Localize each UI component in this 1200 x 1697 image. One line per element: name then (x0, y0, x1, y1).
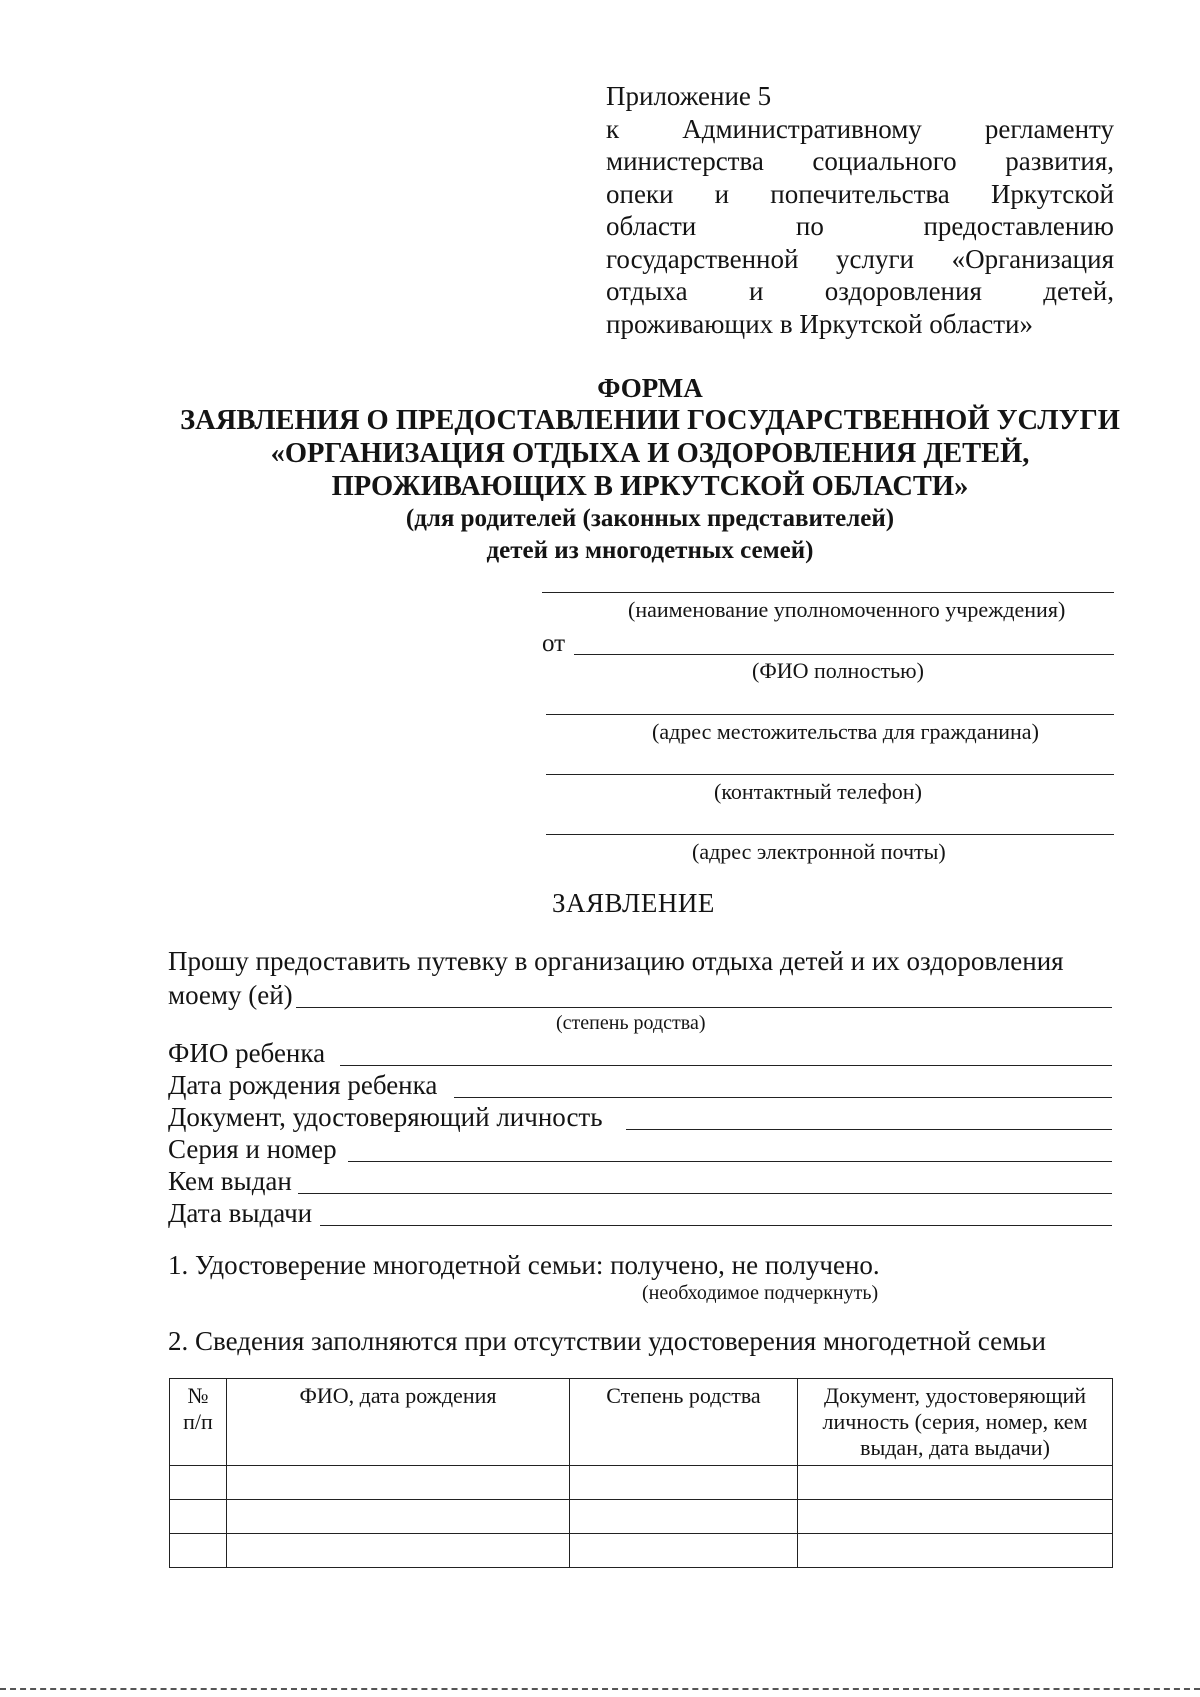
appendix-word: министерства (606, 146, 764, 176)
appendix-word: регламенту (984, 113, 1114, 144)
fio-line[interactable] (574, 654, 1114, 655)
appendix-word: области (606, 211, 697, 241)
relation-input-line[interactable] (296, 1007, 1112, 1008)
family-members-table (169, 1378, 1113, 1568)
appendix-line (606, 113, 1114, 146)
table-cell[interactable] (798, 1500, 1113, 1534)
child-birthdate-label: Дата рождения ребенка (168, 1070, 438, 1100)
relation-field (168, 980, 1112, 1012)
table-cell[interactable] (798, 1466, 1113, 1500)
table-cell[interactable] (798, 1534, 1113, 1568)
form-title (150, 372, 1150, 567)
appendix-word: по (795, 211, 824, 241)
table-cell[interactable] (570, 1466, 798, 1500)
appendix-word: предоставлению (923, 211, 1114, 241)
relation-caption: (степень родства) (556, 1012, 706, 1034)
title-line: «ОРГАНИЗАЦИЯ ОТДЫХА И ОЗДОРОВЛЕНИЯ ДЕТЕЙ, (270, 438, 1030, 469)
table-cell[interactable] (570, 1534, 798, 1568)
issue-date-field (168, 1198, 1112, 1230)
appendix-line (606, 145, 1114, 178)
appendix-word: попечительства (770, 178, 950, 209)
child-birthdate-input-line[interactable] (454, 1097, 1112, 1098)
column-header-document: Документ, удостоверяющий личность (серия, номер, кем выдан, дата выдачи) (798, 1379, 1113, 1466)
title-subline: детей из многодетных семей) (486, 537, 814, 564)
appendix-line (606, 308, 1114, 341)
appendix-line (606, 210, 1114, 243)
table-cell[interactable] (170, 1500, 227, 1534)
appendix-word: к (606, 113, 620, 144)
appendix-word: детей, (1043, 276, 1114, 306)
fio-caption: (ФИО полностью) (752, 658, 924, 683)
appendix-word: государственной (606, 243, 799, 274)
column-header-fio: ФИО, дата рождения (227, 1379, 570, 1466)
child-fio-input-line[interactable] (340, 1065, 1112, 1066)
item-1-note: (необходимое подчеркнуть) (642, 1282, 879, 1304)
issued-by-label: Кем выдан (168, 1166, 292, 1196)
statement-title: ЗАЯВЛЕНИЕ (552, 888, 715, 918)
address-line[interactable] (546, 714, 1114, 715)
institution-caption: (наименование уполномоченного учреждения) (628, 597, 1066, 622)
appendix-word: социального (812, 146, 957, 176)
id-document-label: Документ, удостоверяющий личность (168, 1102, 603, 1132)
issue-date-label: Дата выдачи (168, 1198, 313, 1228)
phone-caption: (контактный телефон) (714, 779, 922, 804)
table-cell[interactable] (170, 1466, 227, 1500)
appendix-word: отдыха (606, 276, 688, 306)
institution-line[interactable] (542, 592, 1114, 593)
from-label: от (542, 630, 566, 657)
id-document-field (168, 1102, 1112, 1134)
appendix-block (606, 80, 1114, 340)
appendix-line (606, 275, 1114, 308)
column-header-number (170, 1379, 227, 1466)
appendix-word: Иркутской (990, 178, 1114, 209)
appendix-word: и (748, 276, 764, 306)
title-line: ЗАЯВЛЕНИЯ О ПРЕДОСТАВЛЕНИИ ГОСУДАРСТВЕННОЙ УСЛУГИ (180, 405, 1120, 436)
issue-date-input-line[interactable] (320, 1225, 1112, 1226)
title-form: ФОРМА (597, 373, 703, 403)
appendix-word: проживающих в Иркутской области» (606, 308, 1033, 339)
table-cell[interactable] (570, 1500, 798, 1534)
column-header-number-line2: п/п (183, 1409, 213, 1434)
title-subline: (для родителей (законных представителей) (405, 505, 895, 532)
item-1-text: 1. Удостоверение многодетной семьи: получено, не получено. (168, 1250, 880, 1280)
table-row (170, 1500, 1113, 1534)
table-cell[interactable] (170, 1534, 227, 1568)
column-header-number-line1: № (187, 1383, 209, 1408)
appendix-word: оздоровления (824, 276, 982, 306)
relation-label: моему (ей) (168, 980, 293, 1010)
table-cell[interactable] (227, 1500, 570, 1534)
title-line: ПРОЖИВАЮЩИХ В ИРКУТСКОЙ ОБЛАСТИ» (331, 471, 969, 502)
table-row (170, 1534, 1113, 1568)
appendix-word: опеки (606, 178, 674, 209)
child-fio-label: ФИО ребенка (168, 1038, 326, 1068)
appendix-line (606, 80, 1114, 113)
series-number-label: Серия и номер (168, 1134, 337, 1164)
table-cell[interactable] (227, 1534, 570, 1568)
table-cell[interactable] (227, 1466, 570, 1500)
issued-by-field (168, 1166, 1112, 1198)
series-number-field (168, 1134, 1112, 1166)
request-text: Прошу предоставить путевку в организацию отдыха детей и их оздоровления (168, 946, 1064, 976)
appendix-word: и (714, 178, 730, 209)
address-caption: (адрес местожительства для гражданина) (652, 719, 1039, 744)
appendix-word: Административному (682, 113, 922, 144)
email-caption: (адрес электронной почты) (692, 839, 946, 864)
column-header-relation: Степень родства (570, 1379, 798, 1466)
child-fio-field (168, 1038, 1112, 1070)
email-line[interactable] (546, 834, 1114, 835)
item-2-text: 2. Сведения заполняются при отсутствии удостоверения многодетной семьи (168, 1326, 1046, 1356)
page-bottom-edge (0, 1688, 1200, 1690)
issued-by-input-line[interactable] (298, 1193, 1112, 1194)
child-birthdate-field (168, 1070, 1112, 1102)
id-document-input-line[interactable] (626, 1129, 1112, 1130)
table-header-row (170, 1379, 1113, 1466)
table-row (170, 1466, 1113, 1500)
appendix-line (606, 178, 1114, 211)
appendix-word: услуги (836, 243, 914, 274)
appendix-word: развития, (1005, 146, 1114, 176)
appendix-line (606, 243, 1114, 276)
appendix-word: Приложение 5 (606, 81, 772, 111)
phone-line[interactable] (546, 774, 1114, 775)
series-number-input-line[interactable] (348, 1161, 1112, 1162)
appendix-word: «Организация (951, 243, 1114, 274)
